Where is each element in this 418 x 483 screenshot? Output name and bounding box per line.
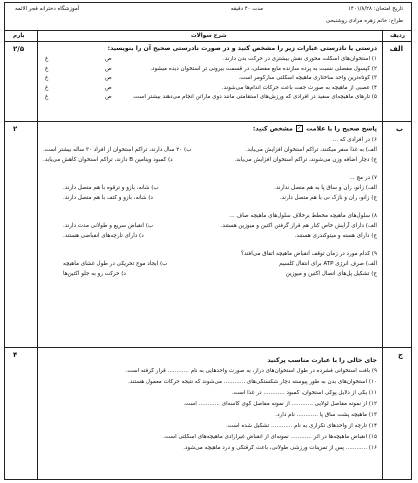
mc-options-row xyxy=(43,185,377,195)
mc-option[interactable]: د) کمبود ویتامین B دارند، تراکم استخوان کاهش می‌یابد. xyxy=(43,156,173,163)
true-option[interactable]: ص xyxy=(105,65,112,72)
column-questions: شرح سوالات xyxy=(191,33,227,39)
mc-option[interactable]: د) شانه، بازو و کتف با هم متصل دارند. xyxy=(63,194,153,201)
mc-option[interactable]: ب) شانه، بازو و ترقوه با هم متصل دارند. xyxy=(63,184,159,191)
mc-question-text: ۶) در افرادی که ... xyxy=(332,136,377,143)
tf-question-text: ۱) استخوان‌های اسکلت محوری نقش بیشتری در حرکت بدن دارند. xyxy=(223,56,377,63)
mc-option[interactable]: ج) دچار اضافه وزن می‌شوند، تراکم استخوان افزایش می‌یابد. xyxy=(234,156,377,163)
mc-option[interactable]: الف) صرف انرژی ATP برای انتقال کلسیم xyxy=(279,260,377,267)
tf-question xyxy=(43,94,377,104)
mc-option[interactable]: د) حرکت رو به جلو اکتین‌ها xyxy=(63,270,126,277)
mc-options-row xyxy=(43,261,377,271)
mc-options-row xyxy=(43,271,377,281)
fill-question: ۹) بافت استخوانی فشرده در طول استخوان‌های دراز، به صورت واحدهایی به نام ............ قرار گرفته است. xyxy=(125,368,377,375)
tf-question-text: ۴) عصبی از ماهیچه به صورت جفت باعث حرکات اندام‌ها می‌شوند. xyxy=(221,84,377,91)
exam-duration: مدت ۴۰ دقیقه xyxy=(230,6,263,12)
fill-question: ۱۶) ............ پس از تمرینات ورزشی طولانی، باعث گرفتگی و درد ماهیچه می‌شود. xyxy=(183,445,377,452)
section-title: جای خالی را با عبارت مناسب پرکنید xyxy=(267,357,377,364)
column-row: ردیف xyxy=(390,33,405,39)
mc-options-row xyxy=(43,157,377,167)
column-header xyxy=(5,31,411,42)
tf-question-text: ۲) کپسول مفصلی نسبت به پرده سازنده مایع مفصلی، در قسمت بیرونی تر استخوان دیده میشود. xyxy=(150,65,377,72)
mc-option[interactable]: د) دارای تارچه‌های انقباضی هستند. xyxy=(63,232,144,239)
exam-sheet xyxy=(4,2,412,480)
section-title-start: پاسخ صحیح را با علامت xyxy=(306,125,377,133)
column-divider-left xyxy=(37,31,38,479)
exam-designer: طراح: خانم زهره مرادی روشنبحی xyxy=(325,18,403,24)
section-content xyxy=(43,351,377,456)
section-true-false xyxy=(5,42,411,122)
mc-option[interactable]: الف) به غذا سفر میکنند، تراکم استخوان افزایش می‌یابد. xyxy=(245,146,377,153)
section-title-end: مشخص کنید: xyxy=(252,125,293,133)
mc-options-row xyxy=(43,195,377,205)
column-divider-right xyxy=(382,31,383,479)
fill-question: ۱۳) ماهیچه پشت ساق پا ............ نام دارد. xyxy=(275,412,377,419)
section-content xyxy=(43,45,377,104)
mc-question-text: ۹) کدام مورد در زمان توقف انقباض ماهیچه اتفاق می‌افتد؟ xyxy=(240,250,377,257)
tf-question-text: ۳) کوتاه‌ترین واحد ساختاری ماهیچه اسکلتی سارکومر است. xyxy=(238,75,377,82)
school-name: آموزشگاه دخترانه فجر الائمه xyxy=(15,6,80,12)
section-fill-blank xyxy=(5,348,411,480)
true-option[interactable]: ص xyxy=(105,75,112,82)
false-option[interactable]: غ xyxy=(45,65,49,72)
section-title: درستی یا نادرستی عبارات زیر را مشخص کنید و در صورت نادرستی صحیح آن را بنویسید: xyxy=(107,45,377,52)
tf-question xyxy=(43,66,377,76)
exam-date: تاریخ امتحان: ۱۴۰۱/۸/۲۸ xyxy=(348,6,403,12)
section-score: ۴ xyxy=(13,351,18,359)
false-option[interactable]: غ xyxy=(45,94,49,101)
mc-option[interactable]: ب) ایجاد موج تحریکی در طول غشای ماهیچه xyxy=(63,260,168,267)
tf-question xyxy=(43,56,377,66)
fill-question: ۱۴) تارچه از واحدهای تکراری به نام ............ تشکیل شده است. xyxy=(226,423,377,430)
true-option[interactable]: ص xyxy=(105,56,112,63)
true-option[interactable]: ص xyxy=(105,84,112,91)
mc-option[interactable]: ج) تشکیل پل‌های اتصال اکتین و میوزین xyxy=(285,270,377,277)
column-score: بارم xyxy=(13,33,25,39)
mc-option[interactable]: ب) ۲۰ سال دارند، تراکم استخوان از افراد ۳۰ ساله بیشتر است. xyxy=(43,146,192,153)
section-multiple-choice xyxy=(5,122,411,348)
mc-question xyxy=(43,213,377,243)
section-label: ب xyxy=(395,125,403,133)
section-content xyxy=(43,125,377,281)
mc-option[interactable]: الف) دارای آرایش خاص کنار هم قرار گرفتن اکتین و میوزین هستند. xyxy=(220,222,377,229)
section-score: ۲ xyxy=(13,125,18,133)
fill-question: ۱۵) انقباض ماهیچه‌ها در اثر ............ نمونه‌ای از انقباض غیرارادی ماهیچه‌های اسکلتی است. xyxy=(163,434,377,441)
mc-question xyxy=(43,175,377,205)
mc-question-text: ۷) در مچ ... xyxy=(349,174,377,181)
fill-question: ۱۱) یکی از دلایل پوکی استخوان، کمبود ............ در غذا است. xyxy=(231,390,377,397)
mc-options-row xyxy=(43,147,377,157)
exam-header xyxy=(5,3,411,31)
section-label: ج xyxy=(397,351,403,359)
mc-question xyxy=(43,251,377,281)
fill-question: ۱۲) از نمونه مفاصل لولایی ............ از نمونه مفاصل گوی کاسه‌ای ............ است. xyxy=(183,401,377,408)
mc-option[interactable]: ج) زانو، ران و نازک نی با هم متصل دارند. xyxy=(279,194,377,201)
false-option[interactable]: غ xyxy=(45,56,49,63)
section-label: الف xyxy=(389,45,403,53)
tf-question xyxy=(43,75,377,85)
false-option[interactable]: غ xyxy=(45,75,49,82)
section-title xyxy=(43,125,377,133)
mc-options-row xyxy=(43,223,377,233)
tf-question-text: ۵) تارهای ماهیچه‌ای سفید در افرادی که ورزش‌های استقامتی مانند دوی ماراتن انجام می‌دهند بیشتر است. xyxy=(132,94,377,101)
mc-option[interactable]: ب) انقباض سریع و طولانی مدت دارند. xyxy=(63,222,154,229)
false-option[interactable]: غ xyxy=(45,84,49,91)
mc-option[interactable]: الف) زانو، ران و ساق پا به هم متصل ندارند. xyxy=(274,184,377,191)
fill-question: ۱۰) استخوان‌های بدن به طور پیوسته دچار شکستگی‌های ............ می‌شوند که نتیجه حرکات معمول هستند. xyxy=(128,379,377,386)
mc-question xyxy=(43,137,377,167)
mc-question-text: ۸) سلول‌های ماهیچه مخطط برخلاف سلول‌های ماهیچه صاف ... xyxy=(229,212,377,219)
section-score: ۲/۵ xyxy=(13,45,25,53)
mc-options-row xyxy=(43,233,377,243)
tf-question xyxy=(43,85,377,95)
checkmark-icon: ✓ xyxy=(297,126,302,131)
mc-option[interactable]: ج) دارای هسته و میتوکندری هستند. xyxy=(294,232,377,239)
true-option[interactable]: ص xyxy=(105,94,112,101)
